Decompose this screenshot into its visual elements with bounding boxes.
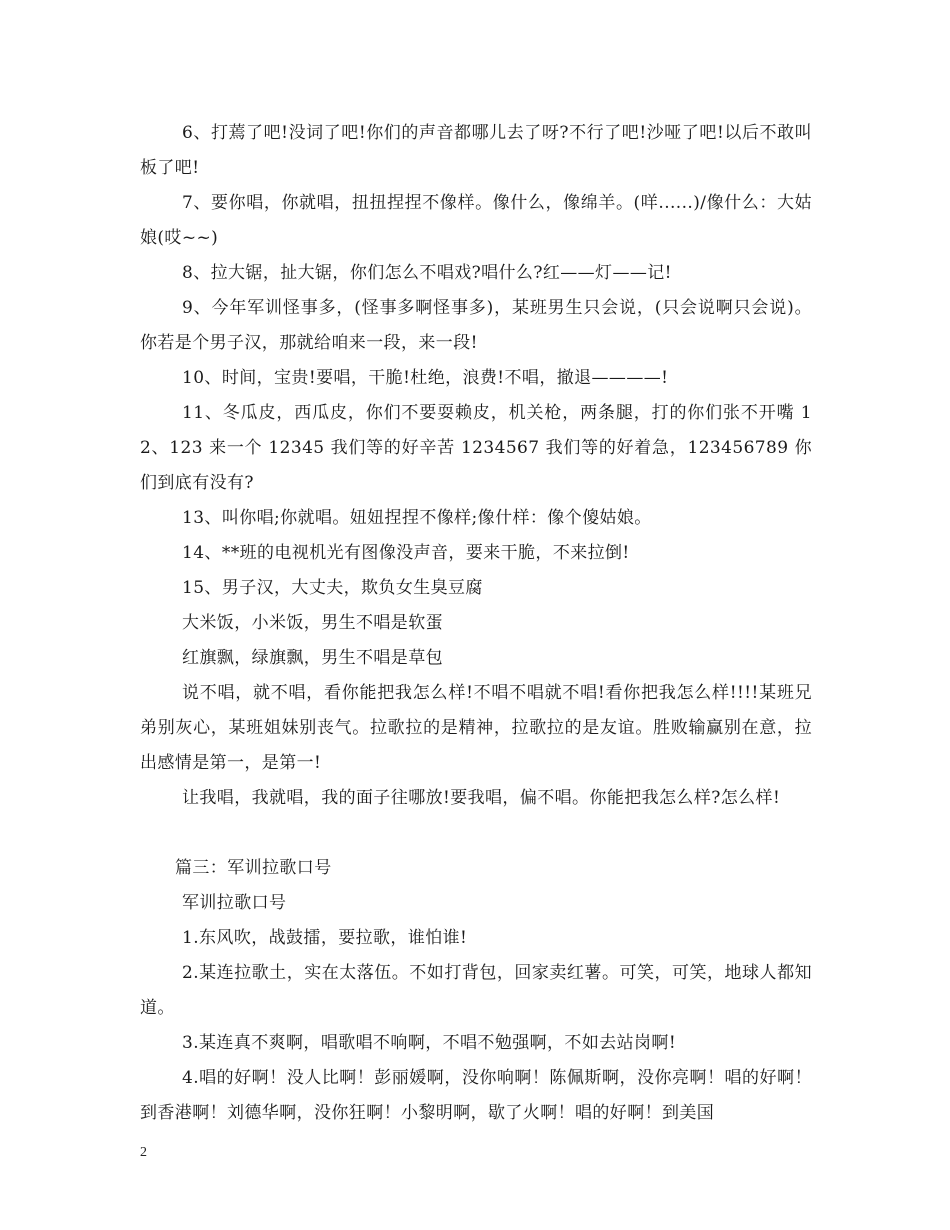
paragraph-11: 11、冬瓜皮，西瓜皮，你们不要耍赖皮，机关枪，两条腿，打的你们张不开嘴 12、123 来一个 12345 我们等的好辛苦 1234567 我们等的好着急，123456789 你们到底有没有? [140,403,812,493]
paragraph-10: 10、时间，宝贵!要唱，干脆!杜绝，浪费!不唱，撤退————! [182,368,669,388]
paragraph-let-me-sing: 让我唱，我就唱，我的面子往哪放!要我唱，偏不唱。你能把我怎么样?怎么样! [182,788,781,808]
slogan-2: 2.某连拉歌土，实在太落伍。不如打背包，回家卖红薯。可笑，可笑，地球人都知道。 [140,963,812,1018]
section-subtitle: 军训拉歌口号 [182,893,287,913]
paragraph-6: 6、打蔫了吧!没词了吧!你们的声音都哪儿去了呀?不行了吧!沙哑了吧!以后不敢叫板了吧! [140,123,812,178]
section-heading: 篇三：军训拉歌口号 [175,858,332,878]
paragraph-14: 14、**班的电视机光有图像没声音，要来干脆，不来拉倒! [182,543,630,563]
paragraph-15-line2: 大米饭，小米饭，男生不唱是软蛋 [182,613,443,633]
slogan-4: 4.唱的好啊！没人比啊！彭丽媛啊，没你响啊！陈佩斯啊，没你亮啊！唱的好啊！到香港啊！刘德华啊，没你狂啊！小黎明啊，歇了火啊！唱的好啊！到美国 [140,1068,812,1123]
paragraph-15: 15、男子汉，大丈夫，欺负女生臭豆腐 [182,578,483,598]
paragraph-7: 7、要你唱，你就唱，扭扭捏捏不像样。像什么，像绵羊。(咩......)/像什么：大姑娘(哎~~) [140,193,812,248]
paragraph-8: 8、拉大锯，扯大锯，你们怎么不唱戏?唱什么?红——灯——记! [182,263,672,283]
paragraph-9: 9、今年军训怪事多，(怪事多啊怪事多)，某班男生只会说，(只会说啊只会说)。你若是个男子汉，那就给咱来一段，来一段! [140,298,812,353]
slogan-1: 1.东风吹，战鼓擂，要拉歌，谁怕谁! [182,928,468,948]
paragraph-13: 13、叫你唱;你就唱。妞妞捏捏不像样;像什样：像个傻姑娘。 [182,508,652,528]
page-number: 2 [140,1145,147,1160]
paragraph-refuse: 说不唱，就不唱，看你能把我怎么样!不唱不唱就不唱!看你把我怎么样!!!!某班兄弟别灰心，某班姐妹别丧气。拉歌拉的是精神，拉歌拉的是友谊。胜败输赢别在意，拉出感情是第一，是第一! [140,683,812,773]
paragraph-15-line3: 红旗飘，绿旗飘，男生不唱是草包 [182,648,443,668]
slogan-3: 3.某连真不爽啊，唱歌唱不响啊，不唱不勉强啊，不如去站岗啊! [182,1033,677,1053]
